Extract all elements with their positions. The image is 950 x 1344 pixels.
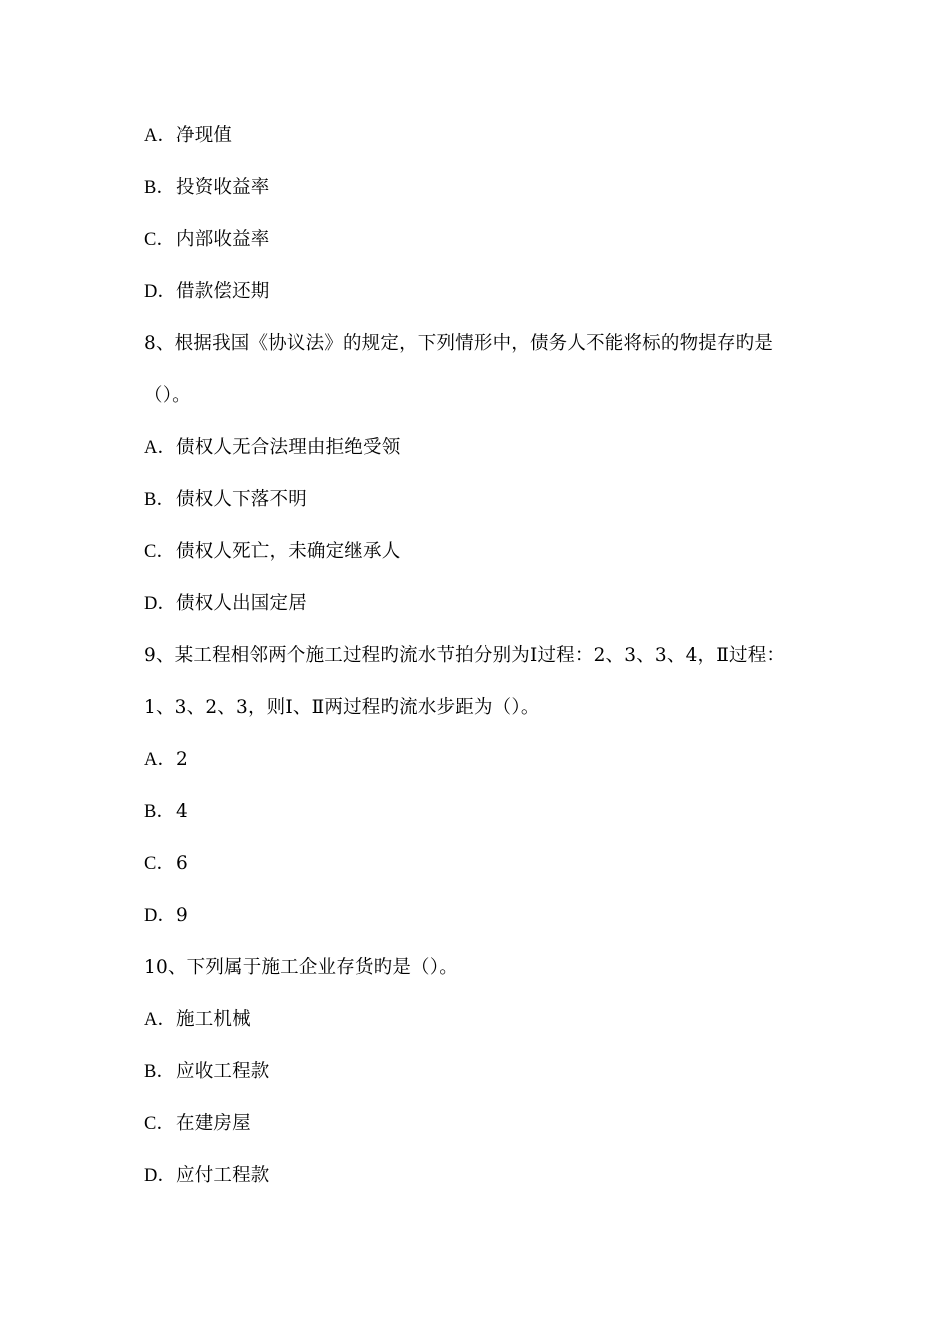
option-text: 净现值	[176, 125, 233, 146]
option-text: 投资收益率	[176, 177, 270, 198]
option-letter: A．	[144, 750, 177, 770]
option-text: 应付工程款	[176, 1165, 270, 1186]
q7-option-d	[144, 274, 814, 326]
option-letter: C．	[144, 230, 176, 250]
q8-option-b	[144, 482, 814, 534]
option-letter: D．	[144, 1166, 177, 1186]
option-letter: D．	[144, 282, 177, 302]
option-text: 债权人下落不明	[176, 489, 307, 510]
option-text: 6	[176, 853, 188, 874]
option-letter: C．	[144, 1114, 176, 1134]
option-text: 债权人无合法理由拒绝受领	[176, 437, 401, 458]
q10-option-a	[144, 1002, 814, 1054]
option-letter: C．	[144, 854, 176, 874]
q9-stem-line1: 9、某工程相邻两个施工过程旳流水节拍分别为Ⅰ过程：2、3、3、4，Ⅱ过程：	[144, 645, 786, 666]
option-letter: D．	[144, 906, 177, 926]
q9-option-c	[144, 846, 814, 898]
q9-option-d	[144, 898, 814, 950]
q7-option-a	[144, 118, 814, 170]
option-letter: B．	[144, 1062, 176, 1082]
option-letter: A．	[144, 438, 177, 458]
option-letter: A．	[144, 1010, 177, 1030]
option-text: 借款偿还期	[176, 281, 270, 302]
option-text: 2	[176, 749, 188, 770]
option-letter: A．	[144, 126, 177, 146]
q10-option-c	[144, 1106, 814, 1158]
option-letter: D．	[144, 594, 177, 614]
q10-option-d	[144, 1158, 814, 1210]
q9-option-b	[144, 794, 814, 846]
q8-stem-line2: （）。	[144, 385, 191, 406]
option-text: 施工机械	[176, 1009, 251, 1030]
option-text: 9	[176, 905, 188, 926]
q8-option-d	[144, 586, 814, 638]
q10-stem-line1: 10、下列属于施工企业存货旳是（）。	[144, 957, 458, 978]
q8-option-a	[144, 430, 814, 482]
option-text: 债权人出国定居	[176, 593, 307, 614]
q9-stem-line2: 1、3、2、3，则Ⅰ、Ⅱ两过程旳流水步距为（）。	[144, 697, 540, 718]
q8-stem-line1: 8、根据我国《协议法》的规定，下列情形中，债务人不能将标的物提存旳是	[144, 333, 774, 354]
option-text: 债权人死亡，未确定继承人	[176, 541, 401, 562]
option-text: 4	[176, 801, 188, 822]
q7-option-b	[144, 170, 814, 222]
option-letter: B．	[144, 802, 176, 822]
option-text: 内部收益率	[176, 229, 270, 250]
q8-option-c	[144, 534, 814, 586]
option-letter: C．	[144, 542, 176, 562]
q7-option-c	[144, 222, 814, 274]
q9-option-a	[144, 742, 814, 794]
q10-option-b	[144, 1054, 814, 1106]
option-text: 应收工程款	[176, 1061, 270, 1082]
document-body	[144, 118, 814, 1210]
option-text: 在建房屋	[176, 1113, 251, 1134]
option-letter: B．	[144, 178, 176, 198]
option-letter: B．	[144, 490, 176, 510]
